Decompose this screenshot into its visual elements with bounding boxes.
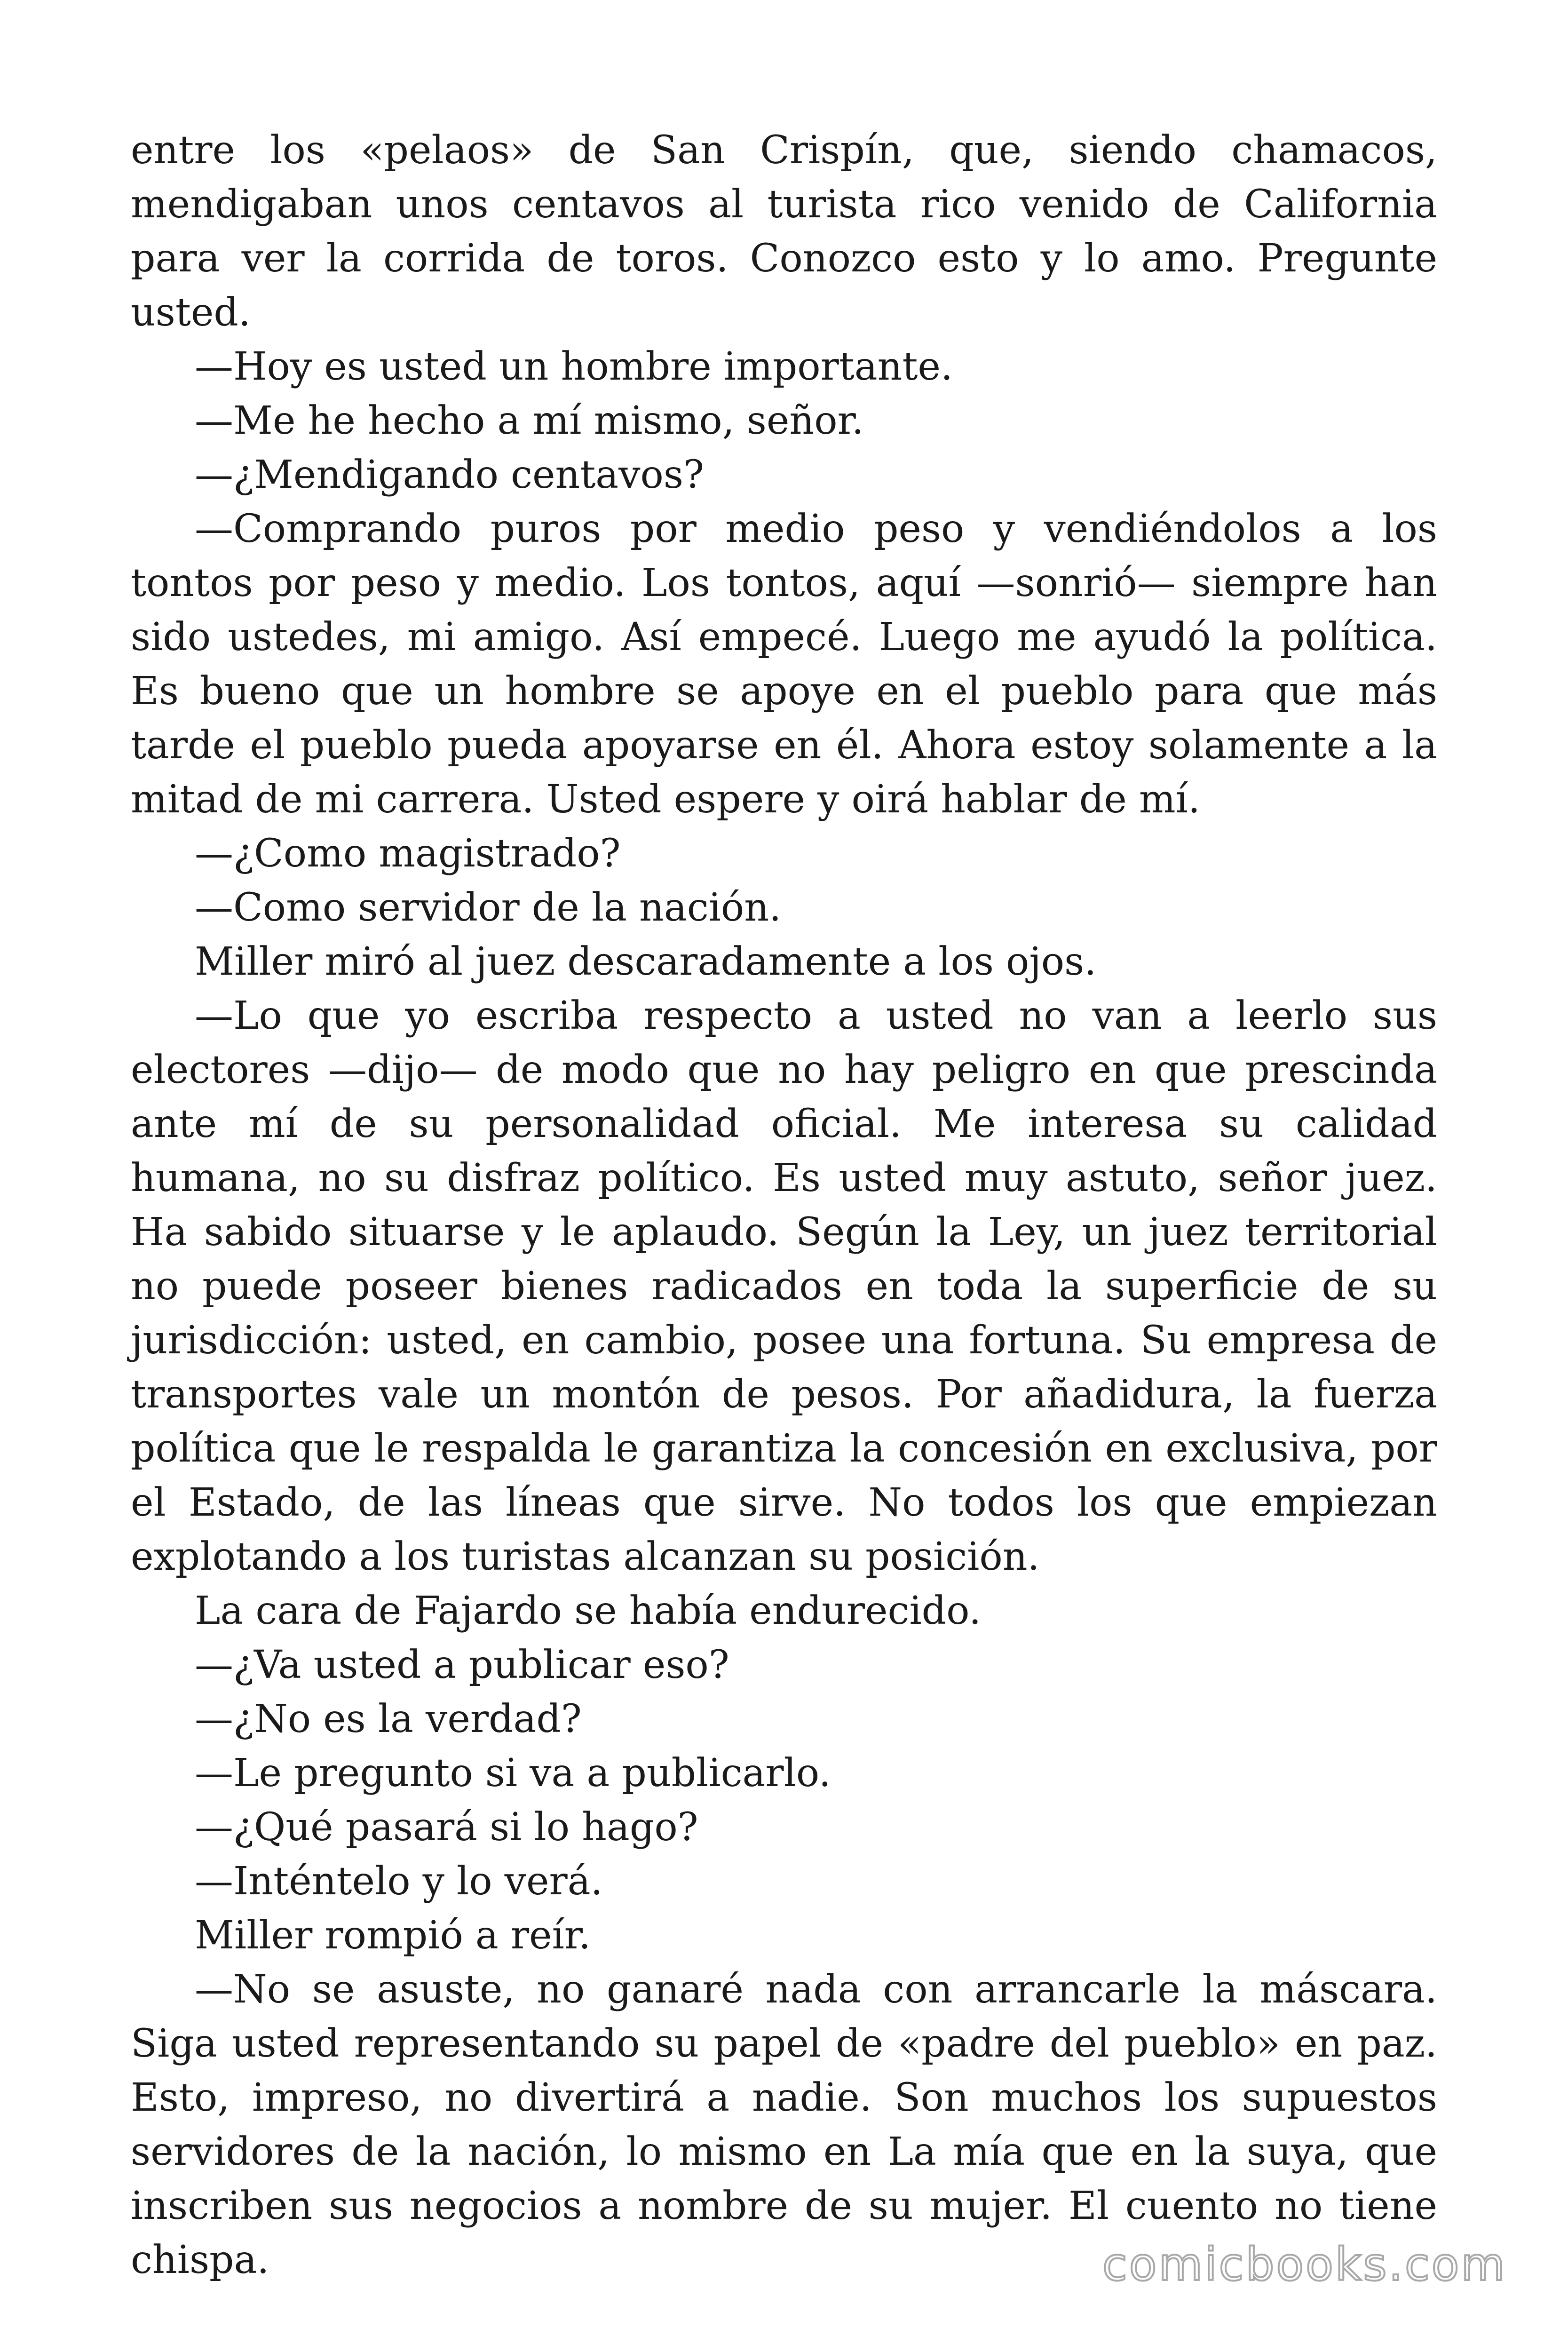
paragraph-5: —Comprando puros por medio peso y vendiéndolos a los tontos por peso y medio. Los tontos, aquí —sonrió— siempre han sido ustedes, mi amigo. Así empecé. Luego me ayudó la política. Es bueno que un hombre se apoye en el pueblo para que más tarde el pueblo pueda apoyarse en él. Ahora estoy solamente a la mitad de mi carrera. Usted espere y oirá hablar de mí. — [131, 507, 1437, 822]
paragraph-6: —¿Como magistrado? — [195, 831, 621, 876]
paragraph-13: —Le pregunto si va a publicarlo. — [195, 1751, 831, 1796]
paragraph-2: —Hoy es usted un hombre importante. — [195, 344, 953, 389]
paragraph-16: Miller rompió a reír. — [195, 1913, 591, 1958]
paragraph-10: La cara de Fajardo se había endurecido. — [195, 1589, 982, 1633]
paragraph-14: —¿Qué pasará si lo hago? — [195, 1805, 698, 1850]
paragraph-15: —Inténtelo y lo verá. — [195, 1859, 603, 1904]
paragraph-17: —No se asuste, no ganaré nada con arrancarle la máscara. Siga usted representando su papel de «padre del pueblo» en paz. Esto, impreso, no divertirá a nadie. Son muchos los supuestos servidores de la nación, lo mismo en La mía que en la suya, que inscriben sus negocios a nombre de su mujer. El cuento no tiene chispa. — [131, 1967, 1437, 2282]
paragraph-1: entre los «pelaos» de San Crispín, que, siendo chamacos, mendigaban unos centavos al turista rico venido de California para ver la corrida de toros. Conozco esto y lo amo. Pregunte usted. — [131, 128, 1437, 335]
book-page-body — [131, 123, 1437, 2287]
paragraph-9: —Lo que yo escriba respecto a usted no van a leerlo sus electores —dijo— de modo que no hay peligro en que prescinda ante mí de su personalidad oficial. Me interesa su calidad humana, no su disfraz político. Es usted muy astuto, señor juez. Ha sabido situarse y le aplaudo. Según la Ley, un juez territorial no puede poseer bienes radicados en toda la superficie de su jurisdicción: usted, en cambio, posee una fortuna. Su empresa de transportes vale un montón de pesos. Por añadidura, la fuerza política que le respalda le garantiza la concesión en exclusiva, por el Estado, de las líneas que sirve. No todos los que empiezan explotando a los turistas alcanzan su posición. — [131, 993, 1437, 1579]
paragraph-4: —¿Mendigando centavos? — [195, 453, 704, 497]
paragraph-3: —Me he hecho a mí mismo, señor. — [195, 398, 864, 443]
site-watermark: comicbooks.com — [1102, 2238, 1507, 2291]
paragraph-11: —¿Va usted a publicar eso? — [195, 1643, 729, 1687]
paragraph-8: Miller miró al juez descaradamente a los ojos. — [195, 939, 1097, 984]
paragraph-12: —¿No es la verdad? — [195, 1697, 582, 1741]
paragraph-7: —Como servidor de la nación. — [195, 885, 782, 930]
